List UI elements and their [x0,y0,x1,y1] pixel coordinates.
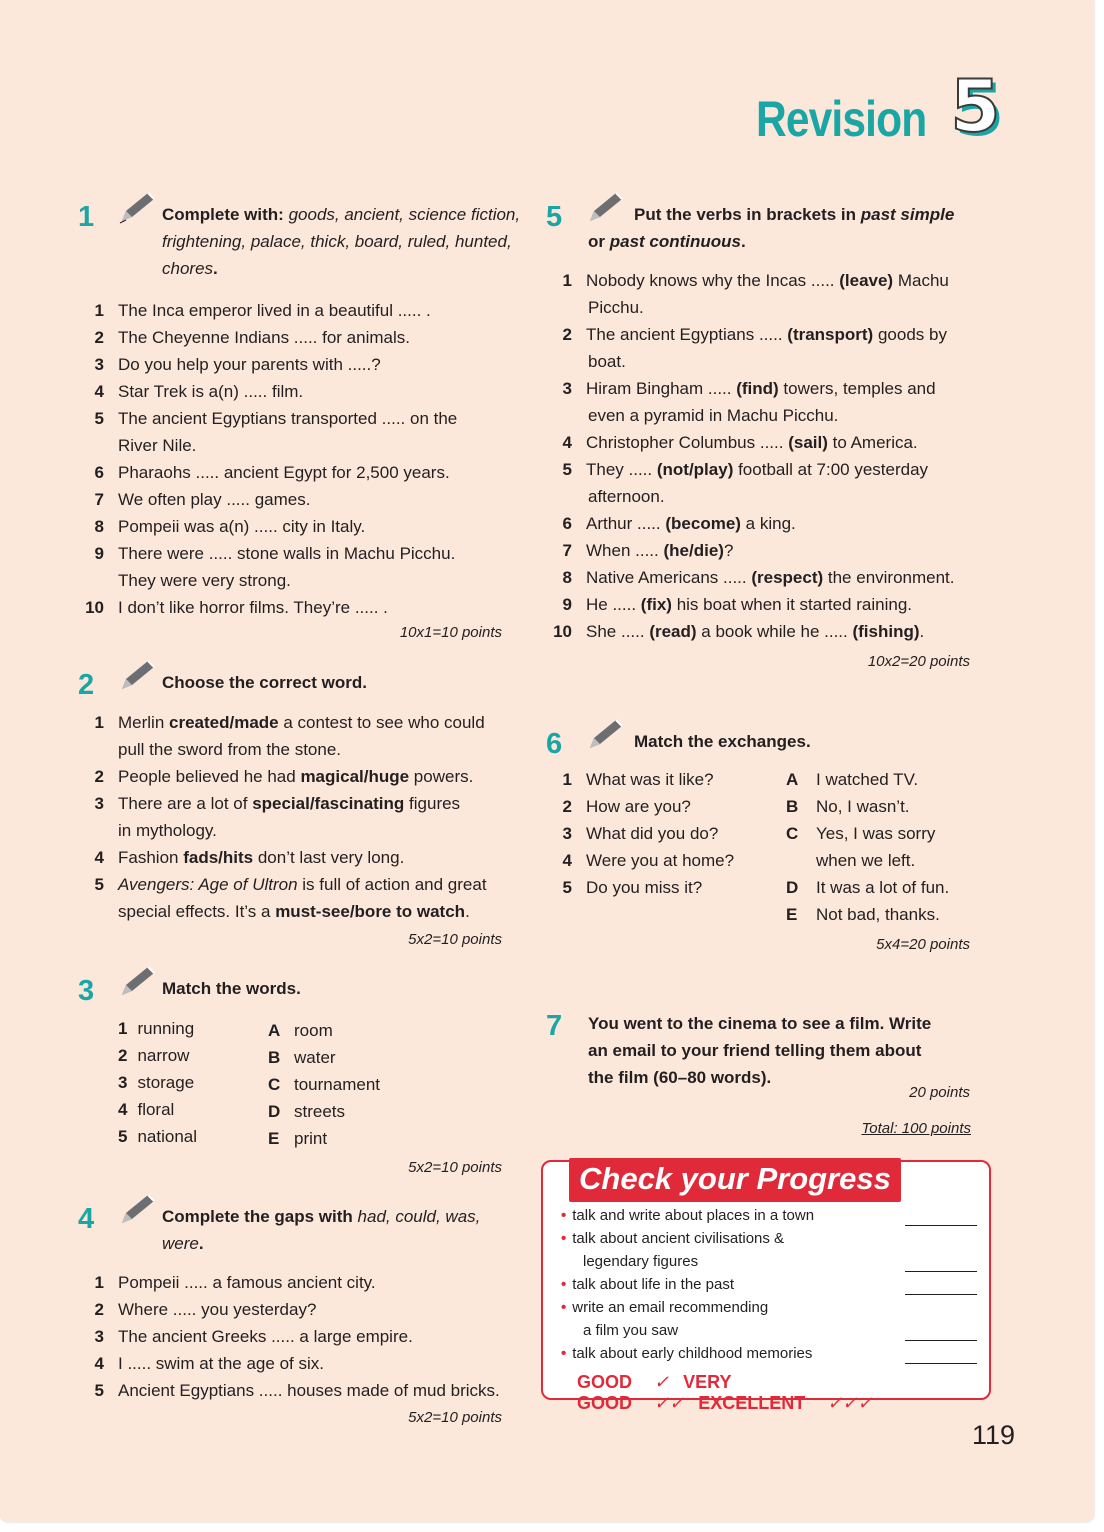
item-word: tournament [294,1075,380,1094]
verb-prompt: (read) [649,622,697,641]
exercise-number: 3 [78,975,95,1007]
exercise-5 [546,201,986,681]
item-text: It was a lot of fun. [816,878,950,897]
item-text: Ancient Egyptians ..... houses made of mud bricks. [118,1381,500,1400]
item-letter: E [268,1129,280,1148]
list-item [546,267,949,294]
match-right-item [268,1125,327,1152]
item-number: 4 [118,1100,128,1119]
item-text-start: People believed he had [118,767,301,786]
match-left-item [546,793,691,820]
item-number: 1 [562,770,572,789]
item-text: River Nile. [118,436,197,455]
instruction-word-list: goods, ancient, science fiction, frightening, palace, thick, board, ruled, hunted, chores [162,205,521,278]
list-item [546,618,924,645]
match-right-item [786,820,935,847]
bullet-icon: • [561,1345,567,1362]
item-text-end: goods by [873,325,947,344]
list-item [78,540,455,567]
verb-prompt: (transport) [787,325,874,344]
item-number: 2 [94,1300,104,1319]
list-item [78,513,365,540]
progress-item-text: talk about early childhood memories [572,1345,813,1362]
item-letter: B [786,797,799,816]
film-title: Avengers: Age of Ultron [118,875,298,894]
item-number: 3 [94,355,104,374]
verb-prompt: (respect) [751,568,824,587]
page-title [756,64,1001,148]
item-number: 8 [562,568,572,587]
item-text: We often play ..... games. [118,490,311,509]
exercise-number: 1 [78,201,95,233]
exercise-instruction: Complete the gaps with had, could, was, were. [162,1207,481,1253]
exercise-instruction: Complete with: goods, ancient, science fiction, frightening, palace, thick, board, ruled, hunted, chores. [162,205,521,278]
self-rating-line[interactable] [905,1363,977,1364]
word-choice[interactable]: fads/hits [183,848,254,867]
item-text: The ancient Egyptians transported ..... on the [118,409,458,428]
progress-item-continued: a film you saw [583,1322,679,1339]
match-right-item [786,766,918,793]
match-left-item [546,847,734,874]
item-number: 5 [94,1381,104,1400]
match-left-item [118,1042,189,1069]
progress-item [561,1227,784,1250]
list-item-continued: Picchu. [588,298,644,317]
item-text-end: ? [723,541,734,560]
self-rating-line[interactable] [905,1225,977,1226]
item-number: 9 [94,544,104,563]
item-number: 5 [94,875,104,894]
grade-label: GOOD [577,1372,633,1392]
item-number: 2 [94,328,104,347]
list-item [78,871,487,898]
word-choice[interactable]: created/made [169,713,279,732]
list-item-continued: in mythology. [118,821,217,840]
item-text: Do you help your parents with .....? [118,355,381,374]
item-text: . [465,902,470,921]
check-icon: ✓ [654,1372,670,1392]
item-number: 4 [562,433,572,452]
progress-item-text: talk about life in the past [572,1276,735,1293]
list-item-continued: even a pyramid in Machu Picchu. [588,406,839,425]
pencil-icon [118,189,158,225]
item-text: Yes, I was sorry [816,824,936,843]
item-text-start: The ancient Egyptians ..... [586,325,788,344]
item-number: 6 [562,514,572,533]
item-text: Pompeii ..... a famous ancient city. [118,1273,376,1292]
item-number: 10 [85,598,104,617]
item-number: 5 [562,460,572,479]
item-text: The Cheyenne Indians ..... for animals. [118,328,410,347]
item-text-start: Merlin [118,713,170,732]
pencil-icon [586,716,626,752]
item-word: running [137,1019,195,1038]
item-text-end: his boat when it started raining. [671,595,912,614]
exercise-4 [78,1203,518,1433]
item-text: How are you? [586,797,691,816]
item-text-end: a king. [740,514,796,533]
match-right-item [786,793,910,820]
list-item [78,1323,413,1350]
item-letter: E [786,905,798,924]
match-right-item [268,1098,345,1125]
match-left-item [118,1015,194,1042]
item-word: national [137,1127,198,1146]
match-left-item [546,874,702,901]
item-letter: D [786,878,799,897]
item-letter: C [268,1075,281,1094]
match-right-item [268,1044,336,1071]
item-text: What did you do? [586,824,719,843]
exercise-number: 6 [546,728,563,760]
item-number: 3 [94,1327,104,1346]
item-number: 3 [94,794,104,813]
word-choice[interactable]: magical/huge [300,767,410,786]
match-left-item [118,1123,197,1150]
list-item [546,375,936,402]
item-text-start: Nobody knows why the Incas ..... [586,271,840,290]
verb-prompt: (fishing) [852,622,920,641]
points-label: 20 points [909,1084,970,1101]
pencil-icon [118,963,158,999]
grade-3 [698,1393,872,1413]
item-number: 7 [94,490,104,509]
match-right-continued: when we left. [816,851,916,870]
item-text: There were ..... stone walls in Machu Picchu. [118,544,456,563]
bullet-icon: • [561,1276,567,1293]
item-letter: B [268,1048,281,1067]
verb-prompt: (he/die) [663,541,724,560]
exercise-6 [546,728,986,958]
item-text: special effects. It’s a [118,902,276,921]
list-item [78,1377,500,1404]
item-number: 3 [562,379,572,398]
list-item [78,790,460,817]
pencil-icon [118,657,158,693]
verb-prompt: (sail) [788,433,828,452]
item-text-end: the environment. [823,568,955,587]
word-choice[interactable]: must-see/bore to watch [275,902,466,921]
exercise-2 [78,669,518,959]
item-text-end: towers, temples and [778,379,936,398]
list-item-continued: pull the sword from the stone. [118,740,342,759]
item-text: a book while he ..... [696,622,853,641]
item-text: Pompeii was a(n) ..... city in Italy. [118,517,366,536]
match-left-item [118,1069,194,1096]
match-right-item [786,874,949,901]
item-text-start: There are a lot of [118,794,253,813]
list-item-continued: boat. [588,352,626,371]
item-text-end: powers. [409,767,474,786]
list-item [546,456,928,483]
item-text: Were you at home? [586,851,735,870]
list-item [78,459,450,486]
match-right-item [268,1071,380,1098]
list-item [78,763,473,790]
match-right-item [786,901,940,928]
exercise-1 [78,201,521,651]
item-text-start: They ..... [586,460,657,479]
list-item [546,321,947,348]
list-item [546,537,733,564]
match-left-item [118,1096,174,1123]
item-text-end: Machu [893,271,949,290]
progress-item-continued: legendary figures [583,1253,699,1270]
item-number: 1 [118,1019,128,1038]
check-icon: ✓✓✓ [827,1393,873,1413]
item-text-end: to America. [827,433,918,452]
item-text: Pharaohs ..... ancient Egypt for 2,500 years. [118,463,450,482]
progress-item [561,1296,768,1319]
list-item-continued [118,898,470,925]
item-number: 4 [562,851,572,870]
item-text-start: Hiram Bingham ..... [586,379,737,398]
item-number: 2 [94,767,104,786]
item-number: 2 [562,797,572,816]
page-number: 119 [972,1420,1016,1450]
item-word: floral [137,1100,175,1119]
item-number: 1 [94,301,104,320]
item-text: I watched TV. [816,770,919,789]
item-text: No, I wasn’t. [816,797,910,816]
item-text-start: Native Americans ..... [586,568,752,587]
item-text: What was it like? [586,770,714,789]
match-left-item [546,766,714,793]
exercise-instruction: Match the exchanges. [634,732,811,751]
item-text: is full of action and great [297,875,487,894]
grade-label: EXCELLENT [698,1393,806,1413]
word-choice[interactable]: special/fascinating [252,794,405,813]
item-number: 6 [94,463,104,482]
item-text-start: When ..... [586,541,664,560]
item-number: 5 [94,409,104,428]
progress-item-text: talk and write about places in a town [572,1207,815,1224]
item-text-end: football at 7:00 yesterday [733,460,929,479]
exercise-7 [546,1010,986,1145]
instruction-word-list: had, could, was, were [162,1207,481,1253]
item-text: I don’t like horror films. They’re ..... . [118,598,388,617]
points-label: 5x2=10 points [408,1159,502,1176]
verb-prompt: (leave) [839,271,894,290]
item-text-end: a contest to see who could [278,713,485,732]
item-text: Star Trek is a(n) ..... film. [118,382,304,401]
item-number: 1 [94,1273,104,1292]
grade-scale [577,1372,989,1414]
points-label: 10x1=10 points [399,624,502,641]
exercise-number: 4 [78,1203,95,1235]
item-text: I ..... swim at the age of six. [118,1354,324,1373]
item-number: 3 [562,824,572,843]
points-label: 10x2=20 points [867,653,970,670]
bullet-icon: • [561,1207,567,1224]
check-icon: ✓✓ [654,1393,685,1413]
item-letter: A [268,1021,281,1040]
item-number: 4 [94,848,104,867]
list-item [546,591,912,618]
item-word: narrow [137,1046,190,1065]
list-item [78,351,381,378]
item-text-start: Arthur ..... [586,514,666,533]
list-item [78,1296,316,1323]
item-text: The ancient Greeks ..... a large empire. [118,1327,413,1346]
pencil-icon [118,1191,158,1227]
item-word: streets [294,1102,346,1121]
item-letter: C [786,824,799,843]
item-text: The Inca emperor lived in a beautiful ..... . [118,301,431,320]
match-left-item [546,820,718,847]
item-letter: D [268,1102,281,1121]
item-text: . [919,622,925,641]
item-number: 2 [118,1046,128,1065]
bullet-icon: • [561,1230,567,1247]
item-number: 9 [562,595,572,614]
item-number: 2 [562,325,572,344]
progress-item [561,1204,814,1227]
list-item [78,1350,324,1377]
self-rating-line[interactable] [905,1340,977,1341]
item-text: She ..... [586,622,650,641]
list-item [78,844,404,871]
exercise-instruction: You went to the cinema to see a film. Write an email to your friend telling them about the film (60–80 words). [588,1014,932,1087]
exercise-instruction: Put the verbs in brackets in past simple or past continuous. [588,205,955,251]
list-item [78,405,457,432]
item-text-start: Christopher Columbus ..... [586,433,789,452]
list-item [546,564,955,591]
progress-item [561,1273,734,1296]
list-item [78,594,388,621]
item-text: They were very strong. [118,571,291,590]
list-item [78,567,291,594]
total-points-label: Total: 100 points [861,1120,971,1137]
self-rating-line[interactable] [905,1294,977,1295]
exercise-number: 2 [78,669,95,701]
item-word: storage [137,1073,195,1092]
item-word: print [294,1129,328,1148]
progress-title: Check your Progress [569,1158,901,1202]
list-item [78,432,196,459]
bullet-icon: • [561,1299,567,1316]
exercise-number: 7 [546,1010,563,1042]
exercise-3 [78,975,518,1185]
item-number: 1 [562,271,572,290]
list-item [546,510,796,537]
item-word: water [294,1048,336,1067]
item-number: 3 [118,1073,128,1092]
item-text-start: Fashion [118,848,184,867]
title-number: 5 [950,64,1001,148]
verb-prompt: (fix) [640,595,672,614]
item-text-end: figures [404,794,461,813]
grade-label: VERY GOOD [577,1372,732,1413]
item-number: 7 [562,541,572,560]
item-text: Do you miss it? [586,878,703,897]
list-item [78,324,410,351]
list-item [78,486,310,513]
item-number: 5 [562,878,572,897]
list-item [78,1269,376,1296]
progress-item [561,1342,812,1365]
item-number: 4 [94,382,104,401]
item-number: 5 [118,1127,128,1146]
check-your-progress-box [541,1160,991,1413]
progress-item-text: write an email recommending [572,1299,769,1316]
item-text-end: don’t last very long. [253,848,405,867]
list-item [78,378,303,405]
exercise-instruction: Choose the correct word. [162,673,367,692]
item-number: 8 [94,517,104,536]
self-rating-line[interactable] [905,1271,977,1272]
item-number: 4 [94,1354,104,1373]
exercise-instruction: Match the words. [162,979,301,998]
match-right-item [268,1017,333,1044]
list-item [78,709,485,736]
item-text: Not bad, thanks. [816,905,940,924]
verb-prompt: (find) [736,379,779,398]
points-label: 5x4=20 points [876,936,970,953]
item-word: room [294,1021,333,1040]
item-text-start: He ..... [586,595,641,614]
exercise-number: 5 [546,201,563,233]
grade-1 [577,1372,669,1392]
item-letter: A [786,770,799,789]
points-label: 5x2=10 points [408,1409,502,1426]
item-number: 10 [553,622,572,641]
item-text: Where ..... you yesterday? [118,1300,317,1319]
instruction-bold: Complete the gaps with [162,1207,353,1226]
progress-item-text: talk about ancient civilisations & [572,1230,785,1247]
list-item-continued: afternoon. [588,487,665,506]
title-word: Revision [756,91,927,147]
item-number: 1 [94,713,104,732]
verb-prompt: (not/play) [656,460,734,479]
list-item [546,429,918,456]
instruction-bold: Complete with: [162,205,284,224]
list-item [78,297,431,324]
points-label: 5x2=10 points [408,931,502,948]
verb-prompt: (become) [665,514,741,533]
